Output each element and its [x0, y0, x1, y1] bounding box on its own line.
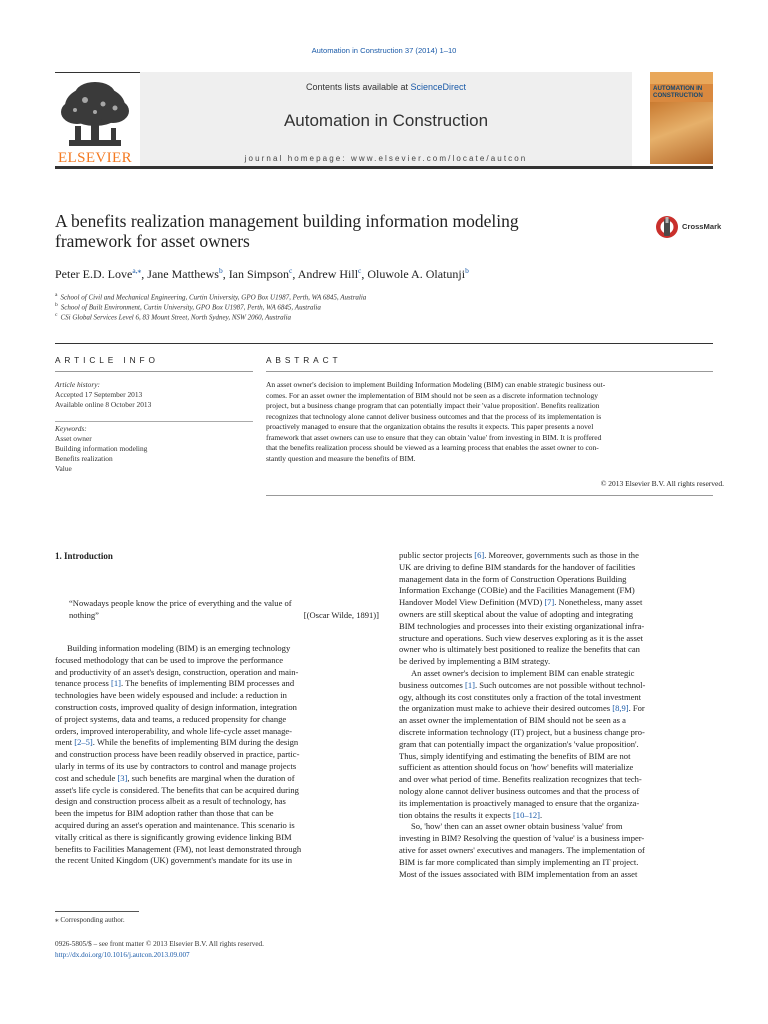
citation-link[interactable]: [7] — [544, 597, 555, 608]
author-list: Peter E.D. Love$^{a,⁎}$, Jane Matthews$^b$, Ian Simpson$^c$, Andrew Hill$^c$, Oluwole A. Olatunji$^b$ — [55, 266, 469, 281]
journal-reference-link[interactable]: Automation in Construction 37 (2014) 1–10 — [311, 46, 457, 55]
keywords — [55, 424, 253, 474]
journal-homepage[interactable]: journal homepage: www.elsevier.com/locate/autcon — [244, 154, 528, 163]
author[interactable]: Jane Matthews — [147, 267, 219, 281]
cover-image — [650, 102, 713, 164]
keywords-rule — [55, 421, 253, 422]
citation-link[interactable]: [8,9] — [612, 703, 629, 714]
intro-paragraph-left: Building information modeling (BIM) is an emerging technology focused methodology that can be used to improve the performance and productivity of an asset's design, construction, operation and main- tenance process [1]. The benefits of implementing BIM processes and technologies have been widely espoused and include: a reduction in construction costs, improved quality of design information, integration of project systems, data and teams, a reduced propensity for change orders, improved interoperability, and whole life-cycle asset manage- ment [2–5]. While the benefits of implementing BIM during the design and construction process have been readily observed in practice, partic- ularly in terms of its use by contractors to control and manage projects cost and schedule [3], such benefits are marginal when the duration of asset's life cycle is considered. The benefits that can be acquired during design and construction process albeit as a result of technology, has been the impetus for BIM adoption rather than those that can be acquired during an asset's operation and maintenance. This scenario is vitally critical as there is significantly growing evidence linking BIM benefits to Facilities Management (FM), not least demonstrated through the recent United Kingdom (UK) government's mandate for its use in — [55, 643, 302, 866]
crossmark-badge[interactable] — [651, 212, 731, 242]
cover-band — [650, 72, 713, 84]
abstract-text: An asset owner's decision to implement Building Information Modeling (BIM) can enable strategic business out- comes. For an asset owner the implementation of BIM should not be seen as a discrete information technology project, but a business change program that can potentially impact their 'value proposition'. Benefits realization recognizes that technology alone cannot deliver business outcomes and that the process of its implementation is proactively managed to ensure that the organization obtains the results it expects. This paper presents a novel framework that asset owners can use to ensure that they can obtain 'value' from investing in BIM. It is proffered that the benefits realization process should be viewed as a learning process that enables the asset owner to con- stantly question and measure the benefits of BIM. — [266, 380, 606, 463]
citation-link[interactable]: [10–12] — [512, 809, 541, 820]
citation-link[interactable]: [2–5] — [74, 737, 93, 748]
elsevier-wordmark: ELSEVIER — [57, 150, 133, 166]
copyright-notice: © 2013 Elsevier B.V. All rights reserved. — [600, 479, 724, 488]
crossmark-icon — [655, 213, 679, 241]
cover-title: AUTOMATION IN CONSTRUCTION — [653, 85, 703, 99]
history-label: Article history: — [55, 380, 100, 389]
header-bottom-rule — [55, 166, 713, 169]
affiliation-b: $^b$ School of Built Environment, Curtin University, GPO Box U1987, Perth, WA 6845, Australia — [55, 302, 321, 312]
history-accepted: Accepted 17 September 2013 — [55, 390, 143, 400]
author[interactable]: Oluwole A. Olatunji — [367, 267, 466, 281]
sciencedirect-link[interactable]: ScienceDirect — [410, 82, 467, 92]
abstract-end-rule — [266, 495, 713, 496]
section-rule — [55, 343, 713, 344]
issn-line: 0926-5805/$ – see front matter © 2013 Elsevier B.V. All rights reserved. — [55, 940, 264, 948]
crossmark-label: CrossMark — [682, 222, 722, 231]
affiliation-a: $^a$ School of Civil and Mechanical Engineering, Curtin University, GPO Box U1987, Perth, WA 6845, Australia — [55, 292, 367, 302]
keywords-label: Keywords: — [55, 424, 87, 433]
corresponding-author-footnote: ⁎ Corresponding author. — [55, 916, 125, 924]
epigraph-quote: “Nowadays people know the price of everything and the value of nothing” [(Oscar Wilde, 1891)] — [69, 598, 379, 620]
article-title: A benefits realization management building information modeling framework for asset owners — [55, 211, 519, 251]
article-info-heading: ARTICLE INFO — [55, 355, 159, 365]
abstract-rule — [266, 371, 713, 372]
article-info-rule — [55, 371, 253, 372]
doi-link[interactable]: http://dx.doi.org/10.1016/j.autcon.2013.09.007 — [55, 951, 190, 959]
citation-link[interactable]: [6] — [474, 550, 485, 560]
keyword: Benefits realization — [55, 454, 113, 464]
author[interactable]: Ian Simpson — [228, 267, 290, 281]
intro-paragraph-right: public sector projects [6]. Moreover, governments such as those in the UK are driving to define BIM standards for the handover of facilities management data in the form of Construction Operations Building Information Exchange (COBie) and the Facilities Management (FM) Handover Model View Definition (MVD) [7]. Nonetheless, many asset owners are still skeptical about the value of adopting and integrating BIM technologies and processes into their existing organizational infra- structure and operations. Such view deserves exploring as it is the asset owner who is ultimately best positioned to realize the benefits that can be derived by implementing a BIM strategy. An asset owner's decision to implement BIM can enable strategic business outcomes [1]. Such outcomes are not possible without technol- ogy, although its cost constitutes only a fraction of the total investment the organization must make to achieve their desired outcomes [8,9]. For an asset owner the implementation of BIM should not be seen as a discrete information technology (IT) project, but a business change pro- gram that can potentially impact the organization's 'value proposition'. Thus, simply identifying and estimating the benefits of BIM are not sufficient as attention should focus on 'how' benefits will materialize and over what period of time. Benefits realization recognizes that tech- nology alone cannot deliver business outcomes and that the process of its implementation is proactively managed to ensure that the organiza- tion obtains the results it expects [10–12]. So, 'how' then can an asset owner obtain business 'value' from investing in BIM? Resolving the question of 'value' is a business imper- ative for asset owners' executives and managers. The implementation of BIM is far more complicated than simply implementing an IT project. Most of the issues associated with BIM implementation from an asset — [399, 550, 646, 879]
contents-line: Contents lists available at ScienceDirect — [305, 82, 467, 92]
journal-cover-thumbnail[interactable] — [650, 72, 713, 164]
author-sup[interactable]: c — [358, 266, 362, 275]
author[interactable]: Peter E.D. Love — [55, 267, 133, 281]
keyword: Value — [55, 464, 72, 474]
section-heading: 1. Introduction — [55, 551, 113, 561]
author-sup[interactable]: c — [289, 266, 293, 275]
citation-link[interactable]: [1] — [465, 679, 475, 690]
author-sup[interactable]: a,⁎ — [132, 266, 142, 275]
author-sup[interactable]: b — [465, 266, 469, 275]
citation-link[interactable]: [1] — [111, 678, 121, 689]
abstract-heading: ABSTRACT — [266, 355, 342, 365]
history-online: Available online 8 October 2013 — [55, 400, 152, 410]
author[interactable]: Andrew Hill — [297, 267, 359, 281]
author-sup[interactable]: b — [218, 266, 223, 275]
journal-title: Automation in Construction — [283, 111, 489, 130]
keyword: Building information modeling — [55, 444, 148, 454]
citation-link[interactable]: [3] — [117, 772, 128, 783]
affiliation-c: $^c$ CSi Global Services Level 6, 83 Mount Street, North Sydney, NSW 2060, Australia — [55, 312, 292, 322]
footnote-rule — [55, 911, 139, 912]
keyword: Asset owner — [55, 434, 92, 444]
article-history — [55, 380, 253, 410]
